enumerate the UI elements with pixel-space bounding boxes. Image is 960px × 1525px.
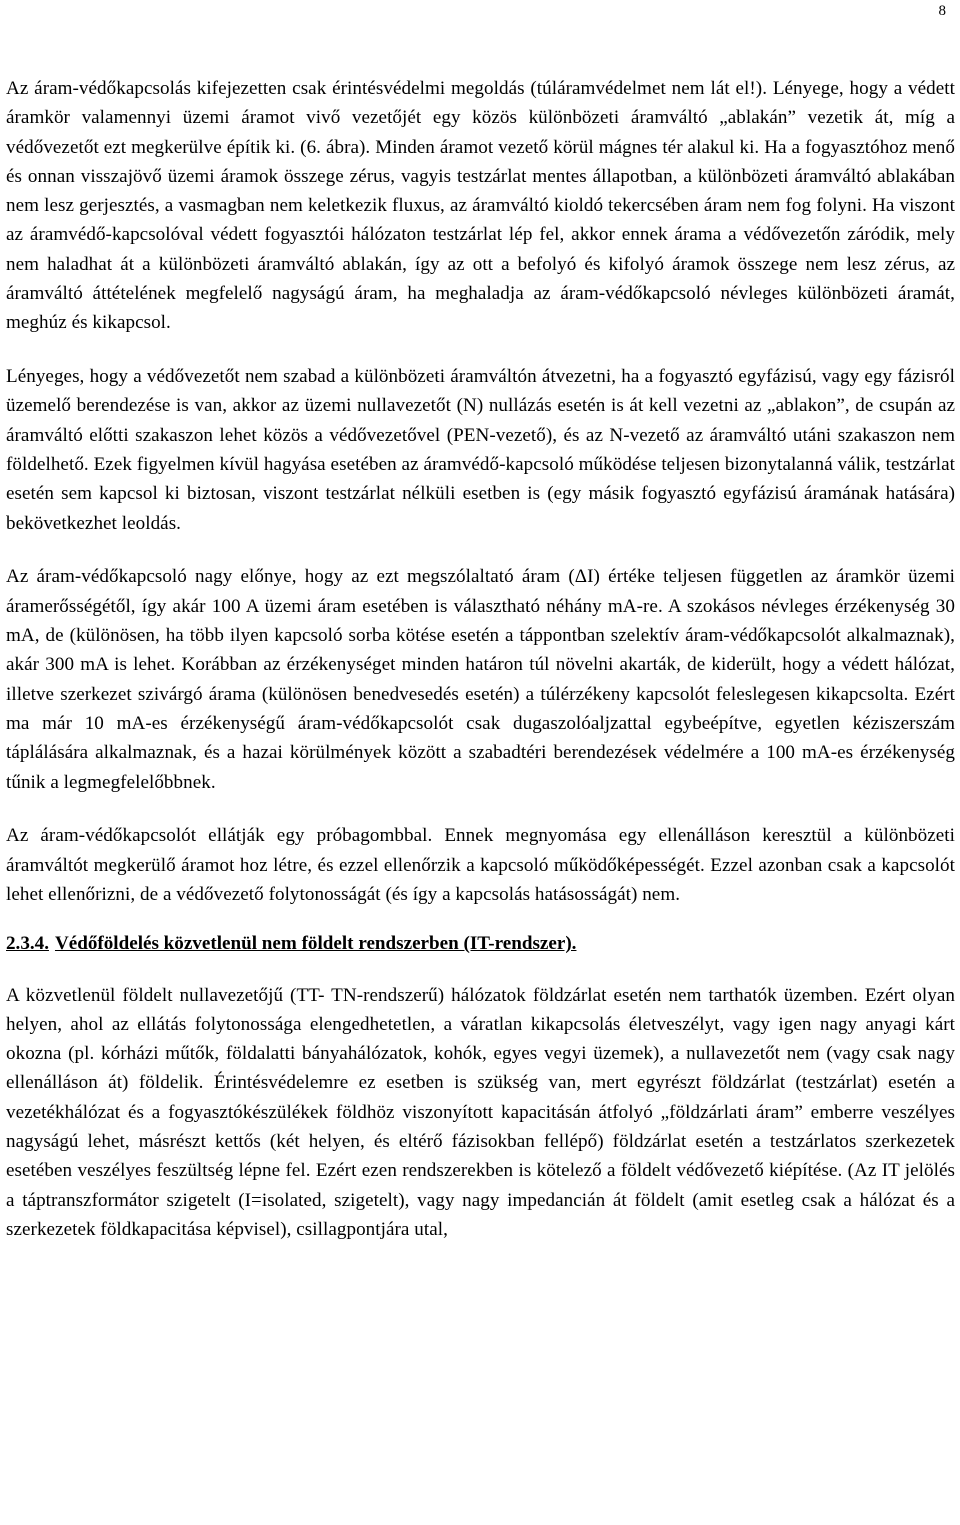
document-body	[6, 74, 955, 1244]
section-heading	[6, 929, 955, 958]
paragraph-rcd-principle: Az áram-védőkapcsolás kifejezetten csak érintésvédelmi megoldás (túláramvédelmet nem lát el!). Lényege, hogy a védett áramkör valamennyi üzemi áramot vivő vezetőjét egy közös különbözeti áramváltó „ablakán” vezetik át, míg a védővezetőt ezt megkerülve építik ki. (6. ábra). Minden áramot vezető körül mágnes tér alakul ki. Ha a fogyasztóhoz menő és onnan visszajövő üzemi áramok összege zérus, vagyis testzárlat mentes állapotban, a különbözeti áramváltó ablakában nem lesz gerjesztés, a vasmagban nem keletkezik fluxus, az áramváltó kioldó tekercsében áram nem fog folyni. Ha viszont az áramvédő-kapcsolóval védett fogyasztói hálózaton testzárlat lép fel, akkor ennek árama a védővezetőn záródik, mely nem haladhat át a különbözeti áramváltó ablakán, így az ott a befolyó és kifolyó áramok összege nem lesz zérus, az áramváltó áttételének megfelelő nagyságú áram, ha meghaladja az áram-védőkapcsoló névleges különbözeti áramát, meghúz és kikapcsol.	[6, 78, 955, 334]
section-number: 2.3.4.	[6, 933, 49, 955]
page-number: 8	[938, 3, 946, 19]
paragraph-it-system: A közvetlenül földelt nullavezetőjű (TT- TN-rendszerű) hálózatok földzárlat esetén nem tarthatók üzemben. Ezért olyan helyen, ahol az ellátás folytonossága elengedhetetlen, a váratlan kikapcsolás életveszélyt, vagy igen nagy anyagi kárt okozna (pl. kórházi műtők, földalatti bányahálózatok, kohók, egyes vegyi üzemek), a nullavezetőt nem (vagy csak nagy ellenálláson át) földelik. Érintésvédelemre ez esetben is szükség van, mert egyrészt földzárlat (testzárlat) esetén a vezetékhálózat és a fogyasztókészülékek földhöz viszonyított kapacitásán átfolyó „földzárlati áram” emberre veszélyes nagyságú lehet, másrészt kettős (két helyen, és eltérő fázisokban fellépő) földzárlat esetén a testzárlatos szerkezetek esetében veszélyes feszültség lépne fel. Ezért ezen rendszerekben is kötelező a földelt védővezető kiépítése. (Az IT jelölés a táptranszformátor szigetelt (I=isolated, szigetelt), vagy nagy impedancián át földelt (amit esetleg csak a hálózat és a szerkezetek földkapacitása képvisel), csillagpontjára utal,	[6, 984, 955, 1240]
paragraph-protective-conductor: Lényeges, hogy a védővezetőt nem szabad a különbözeti áramváltón átvezetni, ha a fogyasztó egyfázisú, vagy egy fázisról üzemelő berendezése is van, akkor az üzemi nullavezetőt (N) nullázás esetén is át kell vezetni az „ablakon”, de csupán az áramváltó előtti szakaszon lehet közös a védővezetővel (PEN-vezető), és az N-vezető az áramváltó utáni szakaszon nem földelhető. Ezek figyelmen kívül hagyása esetében az áramvédő-kapcsoló működése teljesen bizonytalanná válik, testzárlat esetén sem kapcsol ki biztosan, viszont testzárlat nélküli esetben is (egy másik fogyasztó egyfázisú áramának hatására) bekövetkezhet leoldás.	[6, 366, 955, 534]
paragraph-test-button: Az áram-védőkapcsolót ellátják egy próbagombbal. Ennek megnyomása egy ellenálláson keresztül a különbözeti áramváltót megkerülő áramot hoz létre, és ezzel ellenőrzik a kapcsoló működőképességét. Ezzel azonban csak a kapcsolót lehet ellenőrizni, de a védővezető folytonosságát (és így a kapcsolás hatásosságát) nem.	[6, 825, 955, 905]
section-title: Védőföldelés közvetlenül nem földelt rendszerben (IT-rendszer).	[54, 933, 577, 955]
paragraph-rcd-sensitivity: Az áram-védőkapcsoló nagy előnye, hogy az ezt megszólaltató áram (ΔI) értéke teljesen független az áramkör üzemi áramerősségétől, így akár 100 A üzemi áram esetében is választható néhány mA-re. A szokásos névleges érzékenység 30 mA, de (különösen, ha több ilyen kapcsoló sorba kötése esetén a táppontban szelektív áram-védőkapcsolót alkalmaznak), akár 300 mA is lehet. Korábban az érzékenységet minden határon túl növelni akarták, de kiderült, hogy a védett hálózat, illetve szerkezet szivárgó árama (különösen benedvesedés esetén) a túlérzékeny kapcsolót feleslegesen kikapcsolta. Ezért ma már 10 mA-es érzékenységű áram-védőkapcsolót csak dugaszolóaljzattal egybeépítve, egyetlen kéziszerszám táplálására alkalmaznak, és a hazai körülmények között a szabadtéri berendezések védelmére a 100 mA-es érzékenység tűnik a legmegfelelőbbnek.	[6, 566, 955, 793]
